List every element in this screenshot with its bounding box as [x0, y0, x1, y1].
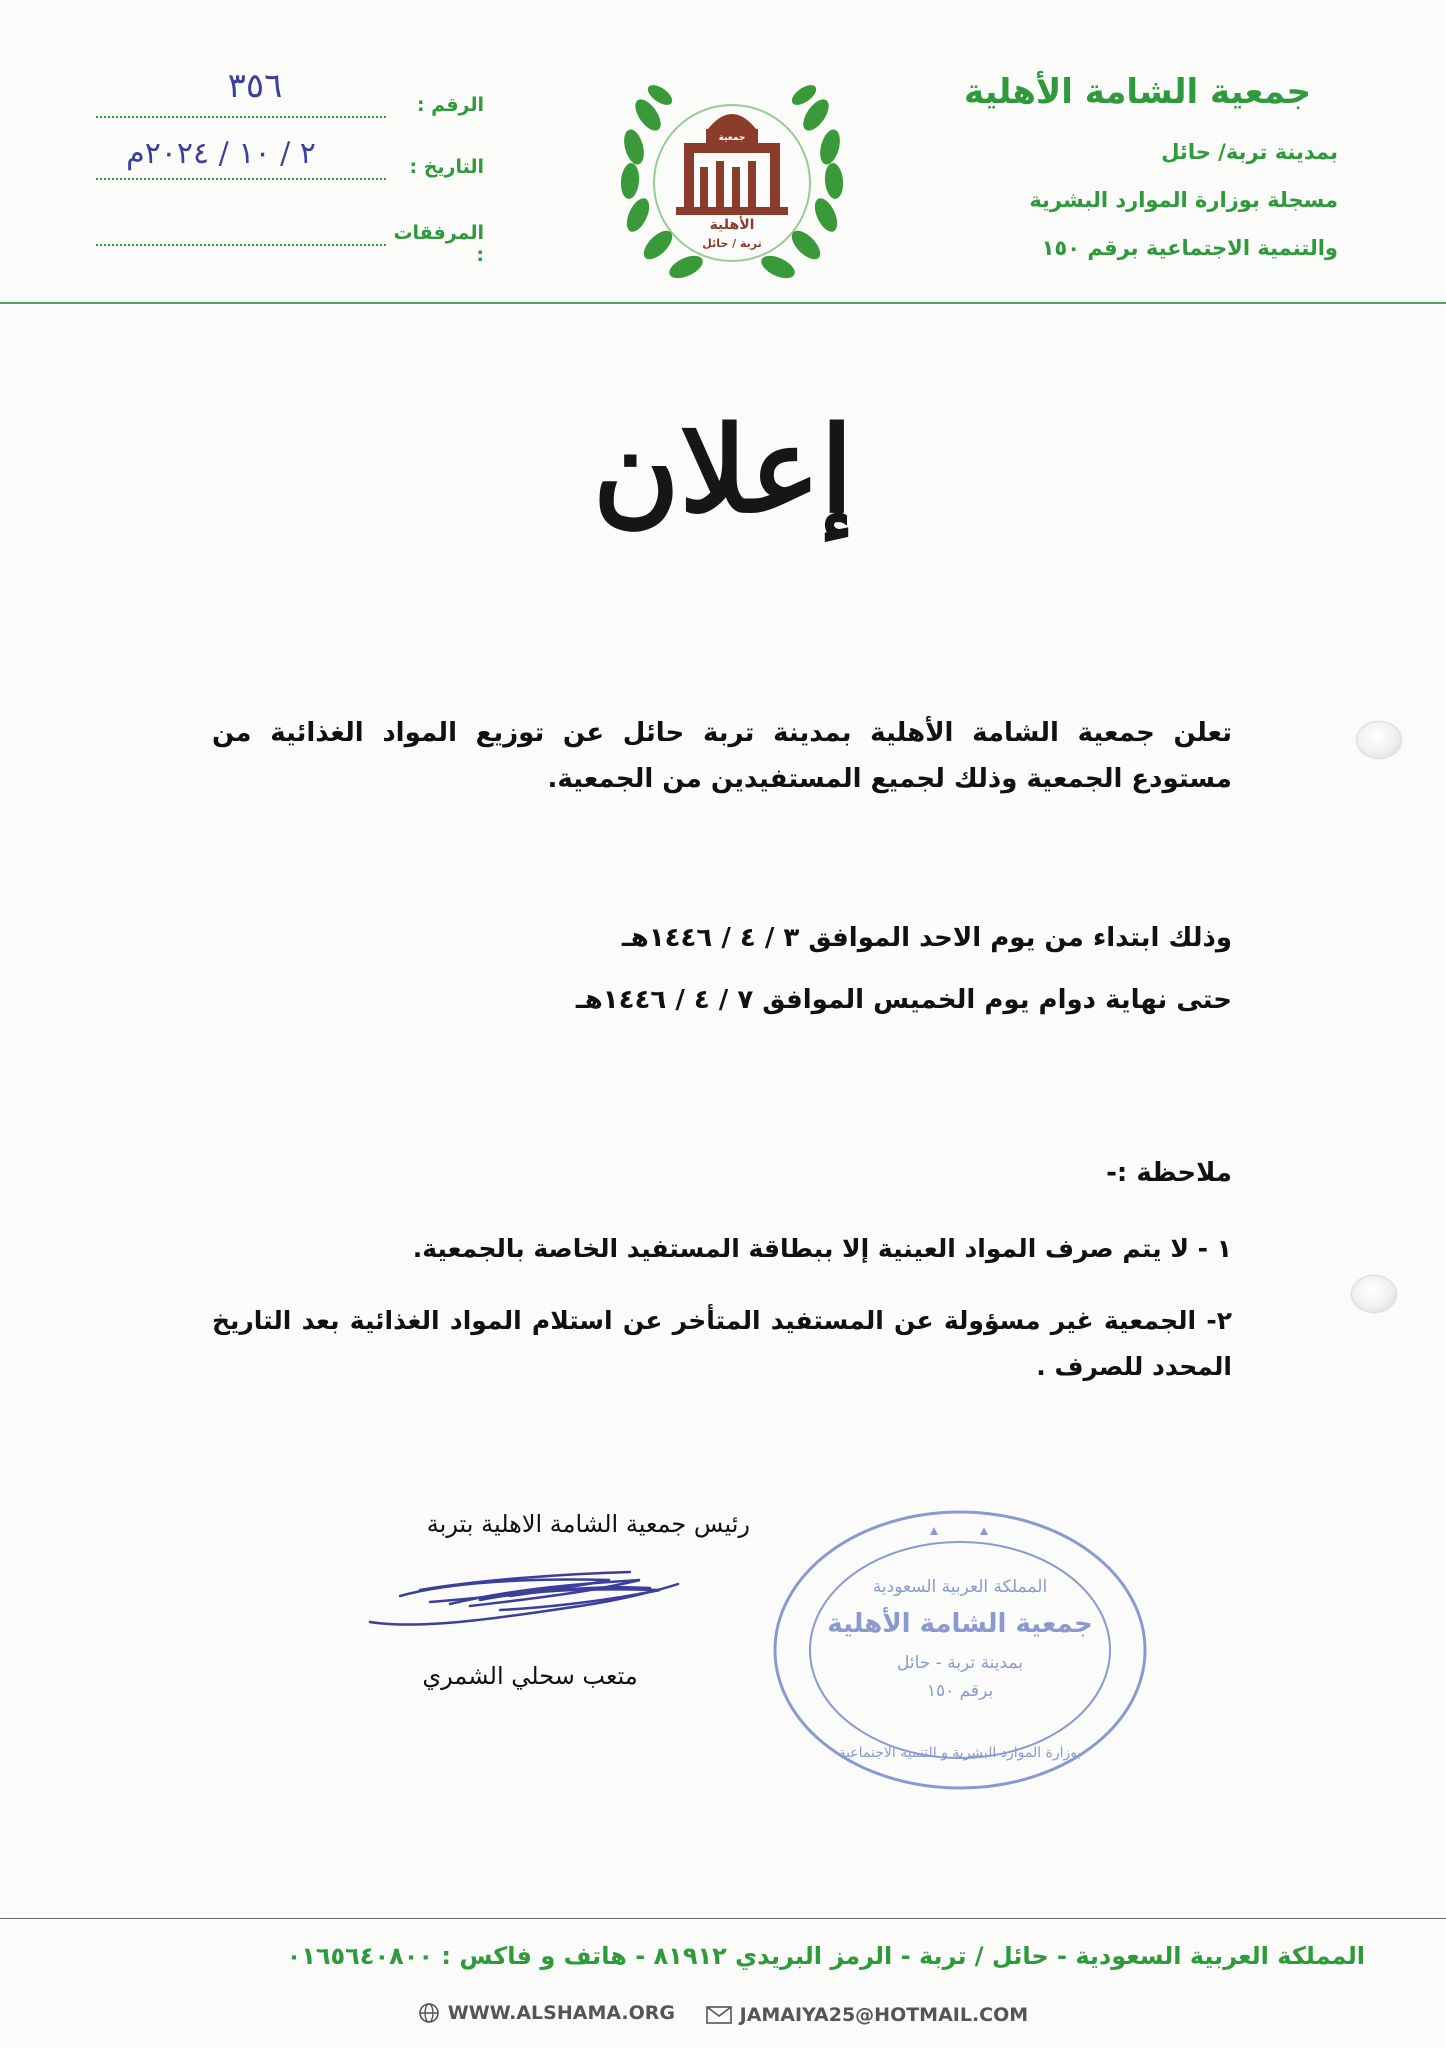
- email-text: JAMAIYA25@HOTMAIL.COM: [739, 2004, 1029, 2026]
- number-dots: [96, 114, 386, 118]
- handwritten-signature: [360, 1560, 690, 1640]
- attachments-dots: [96, 242, 386, 246]
- signatory-name: متعب سحلي الشمري: [422, 1662, 638, 1690]
- number-label: الرقم :: [416, 94, 484, 116]
- logo-sub-word: الأهلية: [709, 217, 755, 233]
- attachments-label: المرفقات :: [393, 222, 484, 266]
- stamp-line-2: جمعية الشامة الأهلية: [827, 1609, 1093, 1639]
- org-name: جمعية الشامة الأهلية: [963, 72, 1311, 112]
- number-value: ٣٥٦: [227, 66, 283, 106]
- footer-website[interactable]: [418, 2002, 675, 2024]
- footer-email[interactable]: [706, 2004, 1029, 2026]
- org-city-line: بمدينة تربة/ حائل: [1161, 140, 1338, 164]
- footer-divider: [0, 1918, 1446, 1919]
- note-item-2: ٢- الجمعية غير مسؤولة عن المستفيد المتأخر عن استلام المواد الغذائية بعد التاريخ المحدد للصرف .: [212, 1306, 1232, 1381]
- stamp-line-1: المملكة العربية السعودية: [872, 1577, 1048, 1597]
- org-registration-number-line: والتنمية الاجتماعية برقم ١٥٠: [1041, 236, 1338, 260]
- globe-icon: [418, 2002, 440, 2024]
- footer-address: المملكة العربية السعودية - حائل / تربة - الرمز البريدي ٨١٩١٢ - هاتف و فاكس : ٠١٦٥٦٤٠٨٠٠: [286, 1942, 1365, 1970]
- date-dots: [96, 176, 386, 180]
- signature-title: رئيس جمعية الشامة الاهلية بتربة: [426, 1510, 750, 1538]
- logo-top-word: جمعية: [718, 133, 746, 143]
- punch-hole-top: [1357, 722, 1401, 758]
- stamp-line-4: برقم ١٥٠: [926, 1681, 994, 1701]
- note-label: ملاحظة :-: [1106, 1158, 1232, 1188]
- page-title: إعلان: [592, 400, 854, 539]
- stamp-ring-text: بوزارة الموارد البشرية و التنمية الاجتماعية: [838, 1745, 1082, 1761]
- period-end-line: حتى نهاية دوام يوم الخميس الموافق ٧ / ٤ / ١٤٤٦هـ: [575, 985, 1232, 1015]
- org-registration-line: مسجلة بوزارة الموارد البشرية: [1029, 188, 1338, 212]
- logo-city: تربة / حائل: [702, 237, 762, 250]
- footer-contacts: [0, 2002, 1446, 2029]
- date-label: التاريخ :: [409, 156, 484, 178]
- official-stamp: [770, 1505, 1150, 1795]
- stamp-line-3: بمدينة تربة - حائل: [896, 1653, 1024, 1673]
- date-value: ٢ / ١٠ / ٢٠٢٤م: [126, 136, 316, 171]
- note-item-1: ١ - لا يتم صرف المواد العينية إلا ببطاقة المستفيد الخاصة بالجمعية.: [412, 1234, 1232, 1263]
- period-start-line: وذلك ابتداء من يوم الاحد الموافق ٣ / ٤ / ١٤٤٦هـ: [621, 923, 1232, 953]
- header-divider: [0, 302, 1446, 304]
- announcement-paragraph: تعلن جمعية الشامة الأهلية بمدينة تربة حائل عن توزيع المواد الغذائية من مستودع الجمعية وذلك لجميع المستفيدين من الجمعية.: [212, 718, 1232, 794]
- website-text: WWW.ALSHAMA.ORG: [447, 2002, 675, 2024]
- punch-hole-bottom: [1352, 1276, 1396, 1312]
- org-logo: [612, 55, 852, 295]
- envelope-icon: [706, 2006, 732, 2024]
